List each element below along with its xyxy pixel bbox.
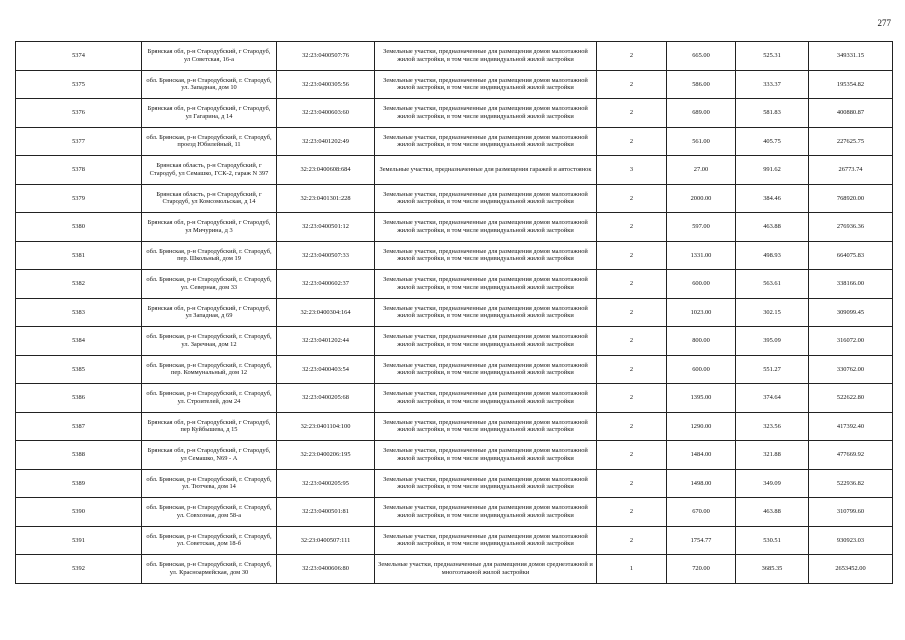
row-number: 5378 <box>16 156 142 185</box>
cadastral-number-cell: 32:23:0401301:228 <box>277 184 375 213</box>
cadastral-value-cell: 768920.00 <box>809 184 893 213</box>
cadastral-value-cell: 309099.45 <box>809 298 893 327</box>
area-cell: 1395.00 <box>667 384 736 413</box>
land-use-cell: Земельные участки, предназначенные для размещения домов малоэтажной жилой застройки, в том числе индивидуальной жилой застройки <box>375 498 597 527</box>
table-row <box>16 441 893 470</box>
cadastral-number-cell: 32:23:0400602:37 <box>277 270 375 299</box>
group-number-cell: 2 <box>597 355 667 384</box>
area-cell: 800.00 <box>667 327 736 356</box>
table-row <box>16 42 893 71</box>
table-row <box>16 327 893 356</box>
specific-value-cell: 374.64 <box>736 384 809 413</box>
address-cell: обл. Брянская, р-н Стародубский, г. Стародуб, ул. Тютчева, дом 14 <box>142 469 277 498</box>
land-use-cell: Земельные участки, предназначенные для размещения домов малоэтажной жилой застройки, в том числе индивидуальной жилой застройки <box>375 384 597 413</box>
address-cell: Брянская обл, р-н Стародубский, г Стародуб, ул Семашко, N69 - А <box>142 441 277 470</box>
row-number: 5383 <box>16 298 142 327</box>
address-cell: обл. Брянская, р-н Стародубский, г. Стародуб, ул. Строителей, дом 24 <box>142 384 277 413</box>
group-number-cell: 2 <box>597 412 667 441</box>
cadastral-number-cell: 32:23:0400606:80 <box>277 555 375 584</box>
land-use-cell: Земельные участки, предназначенные для размещения домов малоэтажной жилой застройки, в том числе индивидуальной жилой застройки <box>375 327 597 356</box>
land-use-cell: Земельные участки, предназначенные для размещения домов малоэтажной жилой застройки, в том числе индивидуальной жилой застройки <box>375 42 597 71</box>
address-cell: обл. Брянская, р-н Стародубский, г. Стародуб, ул. Заречная, дом 12 <box>142 327 277 356</box>
specific-value-cell: 384.46 <box>736 184 809 213</box>
specific-value-cell: 463.88 <box>736 498 809 527</box>
cadastral-number-cell: 32:23:0400206:195 <box>277 441 375 470</box>
specific-value-cell: 463.88 <box>736 213 809 242</box>
cadastral-value-cell: 195354.82 <box>809 70 893 99</box>
row-number: 5376 <box>16 99 142 128</box>
row-number: 5379 <box>16 184 142 213</box>
area-cell: 689.00 <box>667 99 736 128</box>
area-cell: 561.00 <box>667 127 736 156</box>
address-cell: Брянская область, р-н Стародубский, г Стародуб, ул Семашко, ГСК-2, гараж N 397 <box>142 156 277 185</box>
cadastral-value-cell: 26773.74 <box>809 156 893 185</box>
cadastral-value-cell: 310799.60 <box>809 498 893 527</box>
cadastral-value-cell: 664075.83 <box>809 241 893 270</box>
cadastral-number-cell: 32:23:0400507:33 <box>277 241 375 270</box>
row-number: 5392 <box>16 555 142 584</box>
table-row <box>16 469 893 498</box>
address-cell: обл. Брянская, р-н Стародубский, г. Стародуб, проезд Юбилейный, 11 <box>142 127 277 156</box>
row-number: 5384 <box>16 327 142 356</box>
table-row <box>16 526 893 555</box>
row-number: 5377 <box>16 127 142 156</box>
cadastral-value-cell: 316072.00 <box>809 327 893 356</box>
specific-value-cell: 323.56 <box>736 412 809 441</box>
land-use-cell: Земельные участки, предназначенные для размещения домов малоэтажной жилой застройки, в том числе индивидуальной жилой застройки <box>375 270 597 299</box>
group-number-cell: 1 <box>597 555 667 584</box>
cadastral-number-cell: 32:23:0400507:111 <box>277 526 375 555</box>
row-number: 5385 <box>16 355 142 384</box>
land-use-cell: Земельные участки, предназначенные для размещения домов малоэтажной жилой застройки, в том числе индивидуальной жилой застройки <box>375 441 597 470</box>
group-number-cell: 2 <box>597 70 667 99</box>
group-number-cell: 2 <box>597 270 667 299</box>
specific-value-cell: 395.09 <box>736 327 809 356</box>
area-cell: 600.00 <box>667 270 736 299</box>
specific-value-cell: 498.93 <box>736 241 809 270</box>
cadastral-value-cell: 276936.36 <box>809 213 893 242</box>
table-row <box>16 384 893 413</box>
table-row <box>16 298 893 327</box>
specific-value-cell: 530.51 <box>736 526 809 555</box>
land-use-cell: Земельные участки, предназначенные для размещения домов малоэтажной жилой застройки, в том числе индивидуальной жилой застройки <box>375 99 597 128</box>
cadastral-value-cell: 400880.87 <box>809 99 893 128</box>
land-use-cell: Земельные участки, предназначенные для размещения домов малоэтажной жилой застройки, в том числе индивидуальной жилой застройки <box>375 241 597 270</box>
cadastral-number-cell: 32:23:0400304:164 <box>277 298 375 327</box>
area-cell: 1023.00 <box>667 298 736 327</box>
address-cell: Брянская обл, р-н Стародубский, г Стародуб, ул Советская, 16-а <box>142 42 277 71</box>
table-row <box>16 555 893 584</box>
group-number-cell: 2 <box>597 327 667 356</box>
row-number: 5386 <box>16 384 142 413</box>
row-number: 5380 <box>16 213 142 242</box>
group-number-cell: 2 <box>597 441 667 470</box>
table-row <box>16 355 893 384</box>
area-cell: 1484.00 <box>667 441 736 470</box>
table-row <box>16 70 893 99</box>
land-use-cell: Земельные участки, предназначенные для размещения домов малоэтажной жилой застройки, в том числе индивидуальной жилой застройки <box>375 526 597 555</box>
address-cell: обл. Брянская, р-н Стародубский, г. Стародуб, ул. Советская, дом 18-б <box>142 526 277 555</box>
specific-value-cell: 302.15 <box>736 298 809 327</box>
row-number: 5389 <box>16 469 142 498</box>
cadastral-value-cell: 338166.00 <box>809 270 893 299</box>
cadastral-number-cell: 32:23:0400403:54 <box>277 355 375 384</box>
cadastral-number-cell: 32:23:0400205:68 <box>277 384 375 413</box>
group-number-cell: 2 <box>597 498 667 527</box>
cadastral-number-cell: 32:23:0401104:100 <box>277 412 375 441</box>
cadastral-value-cell: 330762.00 <box>809 355 893 384</box>
table-row <box>16 241 893 270</box>
cadastral-value-cell: 522622.80 <box>809 384 893 413</box>
specific-value-cell: 405.75 <box>736 127 809 156</box>
area-cell: 1331.00 <box>667 241 736 270</box>
address-cell: Брянская область, р-н Стародубский, г Стародуб, ул Комсомольская, д 14 <box>142 184 277 213</box>
table-row <box>16 213 893 242</box>
cadastral-number-cell: 32:23:0400305:56 <box>277 70 375 99</box>
table-row <box>16 498 893 527</box>
page-number: 277 <box>877 18 891 28</box>
table-body <box>16 42 893 584</box>
table-row <box>16 99 893 128</box>
group-number-cell: 2 <box>597 241 667 270</box>
group-number-cell: 2 <box>597 127 667 156</box>
land-use-cell: Земельные участки, предназначенные для размещения домов малоэтажной жилой застройки, в том числе индивидуальной жилой застройки <box>375 213 597 242</box>
area-cell: 597.00 <box>667 213 736 242</box>
land-use-cell: Земельные участки, предназначенные для размещения гаражей и автостоянок <box>375 156 597 185</box>
land-use-cell: Земельные участки, предназначенные для размещения домов малоэтажной жилой застройки, в том числе индивидуальной жилой застройки <box>375 70 597 99</box>
address-cell: Брянская обл, р-н Стародубский, г Стародуб, пер Куйбышева, д 15 <box>142 412 277 441</box>
area-cell: 665.00 <box>667 42 736 71</box>
row-number: 5382 <box>16 270 142 299</box>
cadastral-number-cell: 32:23:0400501:81 <box>277 498 375 527</box>
area-cell: 600.00 <box>667 355 736 384</box>
cadastral-number-cell: 32:23:0400608:684 <box>277 156 375 185</box>
area-cell: 27.00 <box>667 156 736 185</box>
cadastral-value-cell: 2653452.00 <box>809 555 893 584</box>
land-use-cell: Земельные участки, предназначенные для размещения домов малоэтажной жилой застройки, в том числе индивидуальной жилой застройки <box>375 298 597 327</box>
group-number-cell: 2 <box>597 526 667 555</box>
land-use-cell: Земельные участки, предназначенные для размещения домов среднеэтажной и многоэтажной жилой застройки <box>375 555 597 584</box>
land-use-cell: Земельные участки, предназначенные для размещения домов малоэтажной жилой застройки, в том числе индивидуальной жилой застройки <box>375 412 597 441</box>
row-number: 5390 <box>16 498 142 527</box>
group-number-cell: 2 <box>597 469 667 498</box>
land-use-cell: Земельные участки, предназначенные для размещения домов малоэтажной жилой застройки, в том числе индивидуальной жилой застройки <box>375 355 597 384</box>
address-cell: обл. Брянская, р-н Стародубский, г. Стародуб, пер. Коммунальный, дом 12 <box>142 355 277 384</box>
area-cell: 586.00 <box>667 70 736 99</box>
cadastral-number-cell: 32:23:0401202:44 <box>277 327 375 356</box>
specific-value-cell: 581.83 <box>736 99 809 128</box>
cadastral-number-cell: 32:23:0400501:12 <box>277 213 375 242</box>
area-cell: 2000.00 <box>667 184 736 213</box>
group-number-cell: 2 <box>597 213 667 242</box>
cadastral-value-table <box>15 41 893 584</box>
cadastral-number-cell: 32:23:0401202:49 <box>277 127 375 156</box>
area-cell: 1498.00 <box>667 469 736 498</box>
specific-value-cell: 333.37 <box>736 70 809 99</box>
specific-value-cell: 551.27 <box>736 355 809 384</box>
land-use-cell: Земельные участки, предназначенные для размещения домов малоэтажной жилой застройки, в том числе индивидуальной жилой застройки <box>375 184 597 213</box>
cadastral-number-cell: 32:23:0400507:76 <box>277 42 375 71</box>
cadastral-number-cell: 32:23:0400603:60 <box>277 99 375 128</box>
table-row <box>16 270 893 299</box>
row-number: 5381 <box>16 241 142 270</box>
address-cell: обл. Брянская, р-н Стародубский, г. Стародуб, ул. Западная, дом 10 <box>142 70 277 99</box>
row-number: 5375 <box>16 70 142 99</box>
specific-value-cell: 321.88 <box>736 441 809 470</box>
cadastral-value-cell: 522936.82 <box>809 469 893 498</box>
group-number-cell: 2 <box>597 384 667 413</box>
cadastral-value-cell: 477669.92 <box>809 441 893 470</box>
area-cell: 1290.00 <box>667 412 736 441</box>
specific-value-cell: 3685.35 <box>736 555 809 584</box>
area-cell: 720.00 <box>667 555 736 584</box>
row-number: 5387 <box>16 412 142 441</box>
address-cell: обл. Брянская, р-н Стародубский, г. Стародуб, ул. Северная, дом 33 <box>142 270 277 299</box>
group-number-cell: 3 <box>597 156 667 185</box>
address-cell: Брянская обл, р-н Стародубский, г Стародуб, ул Гагарина, д 14 <box>142 99 277 128</box>
group-number-cell: 2 <box>597 99 667 128</box>
table-row <box>16 412 893 441</box>
specific-value-cell: 349.09 <box>736 469 809 498</box>
cadastral-value-cell: 417392.40 <box>809 412 893 441</box>
area-cell: 670.00 <box>667 498 736 527</box>
group-number-cell: 2 <box>597 184 667 213</box>
cadastral-value-cell: 349331.15 <box>809 42 893 71</box>
table-row <box>16 127 893 156</box>
group-number-cell: 2 <box>597 42 667 71</box>
area-cell: 1754.77 <box>667 526 736 555</box>
address-cell: обл. Брянская, р-н Стародубский, г. Стародуб, пер. Школьный, дом 19 <box>142 241 277 270</box>
cadastral-value-cell: 227625.75 <box>809 127 893 156</box>
specific-value-cell: 525.31 <box>736 42 809 71</box>
group-number-cell: 2 <box>597 298 667 327</box>
cadastral-number-cell: 32:23:0400205:95 <box>277 469 375 498</box>
table-row <box>16 184 893 213</box>
land-use-cell: Земельные участки, предназначенные для размещения домов малоэтажной жилой застройки, в том числе индивидуальной жилой застройки <box>375 127 597 156</box>
address-cell: Брянская обл, р-н Стародубский, г Стародуб, ул Мичурина, д 3 <box>142 213 277 242</box>
row-number: 5391 <box>16 526 142 555</box>
specific-value-cell: 563.61 <box>736 270 809 299</box>
address-cell: Брянская обл, р-н Стародубский, г Стародуб, ул Западная, д 69 <box>142 298 277 327</box>
cadastral-value-cell: 930923.03 <box>809 526 893 555</box>
table-row <box>16 156 893 185</box>
row-number: 5388 <box>16 441 142 470</box>
row-number: 5374 <box>16 42 142 71</box>
specific-value-cell: 991.62 <box>736 156 809 185</box>
address-cell: обл. Брянская, р-н Стародубский, г. Стародуб, ул. Совхозная, дом 58-а <box>142 498 277 527</box>
land-use-cell: Земельные участки, предназначенные для размещения домов малоэтажной жилой застройки, в том числе индивидуальной жилой застройки <box>375 469 597 498</box>
address-cell: обл. Брянская, р-н Стародубский, г. Стародуб, ул. Красноармейская, дом 30 <box>142 555 277 584</box>
